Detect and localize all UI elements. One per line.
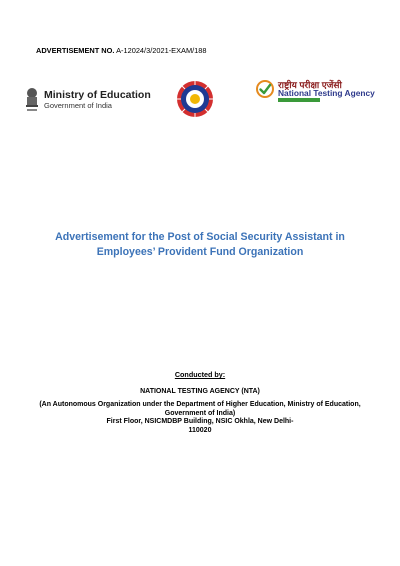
agency-description-line-2: Government of India) (164, 409, 236, 417)
agency-description-line-1: (An Autonomous Organization under the Department of Higher Education, Ministry of Education, (39, 401, 361, 409)
nta-logo (256, 79, 386, 105)
page-title (40, 230, 360, 260)
national-emblem-icon (24, 87, 40, 113)
ministry-of-education-logo (24, 86, 151, 114)
agency-name: NATIONAL TESTING AGENCY (NTA) (140, 388, 260, 395)
ministry-subtitle: Government of India (44, 100, 112, 110)
nta-tick-icon (256, 80, 274, 98)
title-line-1: Advertisement for the Post of Social Security Assistant in (55, 231, 345, 243)
nta-hindi-name: राष्ट्रीय परीक्षा एजेंसी (278, 80, 342, 90)
title-line-2: Employees’ Provident Fund Organization (96, 246, 304, 258)
advertisement-label: ADVERTISEMENT NO. (36, 46, 115, 55)
agency-address-line-2: 110020 (188, 426, 212, 434)
agency-address-line-1: First Floor, NSICMDBP Building, NSIC Okhla, New Delhi- (106, 418, 294, 426)
epfo-emblem-icon (176, 80, 214, 118)
conducted-by-label: Conducted by: (174, 370, 226, 379)
nta-english-name: National Testing Agency (278, 88, 375, 98)
ministry-title: Ministry of Education (44, 89, 151, 102)
nta-tagline-bar (278, 98, 320, 102)
advertisement-code: A-12024/3/2021-EXAM/188 (116, 46, 207, 55)
advertisement-number (36, 46, 207, 55)
conducting-agency-block (30, 388, 370, 435)
